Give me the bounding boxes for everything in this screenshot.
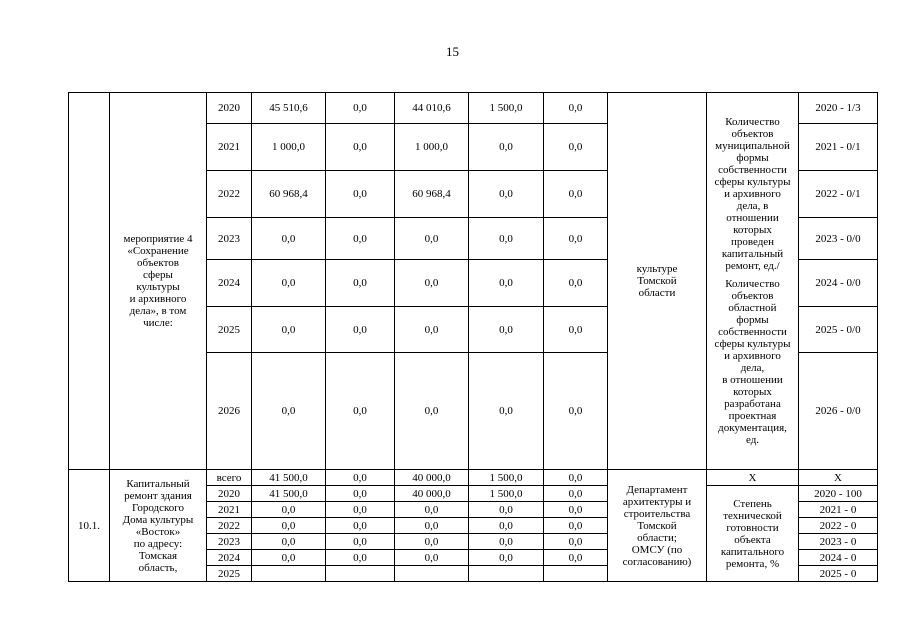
value-cell: 0,0 bbox=[326, 518, 395, 534]
year-cell: 2021 bbox=[207, 124, 252, 171]
value-cell: 0,0 bbox=[544, 93, 608, 124]
year-cell: 2025 bbox=[207, 566, 252, 582]
program-table bbox=[68, 92, 878, 582]
value-cell bbox=[544, 566, 608, 582]
indicator-value-cell: 2021 - 0 bbox=[799, 502, 878, 518]
year-cell: 2023 bbox=[207, 534, 252, 550]
indicator-value-cell: Х bbox=[799, 470, 878, 486]
value-cell: 0,0 bbox=[326, 353, 395, 470]
total-cell: 0,0 bbox=[252, 353, 326, 470]
total-cell: 0,0 bbox=[252, 534, 326, 550]
value-cell: 0,0 bbox=[544, 218, 608, 260]
value-cell: 0,0 bbox=[395, 353, 469, 470]
year-cell: 2024 bbox=[207, 550, 252, 566]
indicator-name-cell: Количество объектов муниципальной формы собственности сферы культуры и архивного дела, в отношении которых проведен капитальный ремонт, ед./ Количество объектов областной формы собственности сферы культуры и архивного дела, в отношении которых разработана проектная документация, ед. bbox=[707, 93, 799, 470]
year-cell: всего bbox=[207, 470, 252, 486]
indicator-value-cell: 2020 - 1/3 bbox=[799, 93, 878, 124]
indicator-value-cell: 2022 - 0 bbox=[799, 518, 878, 534]
value-cell: 1 500,0 bbox=[469, 93, 544, 124]
value-cell: 60 968,4 bbox=[395, 171, 469, 218]
year-cell: 2020 bbox=[207, 486, 252, 502]
value-cell: 0,0 bbox=[469, 534, 544, 550]
table-row bbox=[69, 470, 878, 486]
indicator-value-cell: 2020 - 100 bbox=[799, 486, 878, 502]
value-cell: 0,0 bbox=[326, 550, 395, 566]
value-cell: 0,0 bbox=[395, 218, 469, 260]
indicator-name-cell: Степень технической готовности объекта капитального ремонта, % bbox=[707, 486, 799, 582]
total-cell: 41 500,0 bbox=[252, 486, 326, 502]
value-cell: 0,0 bbox=[469, 307, 544, 353]
value-cell: 40 000,0 bbox=[395, 486, 469, 502]
value-cell: 0,0 bbox=[326, 307, 395, 353]
value-cell: 0,0 bbox=[395, 518, 469, 534]
total-cell: 0,0 bbox=[252, 218, 326, 260]
activity-name-cell: мероприятие 4 «Сохранение объектов сферы культуры и архивного дела», в том числе: bbox=[110, 93, 207, 470]
value-cell: 0,0 bbox=[544, 550, 608, 566]
value-cell: 0,0 bbox=[544, 534, 608, 550]
year-cell: 2023 bbox=[207, 218, 252, 260]
value-cell: 0,0 bbox=[469, 502, 544, 518]
value-cell: 40 000,0 bbox=[395, 470, 469, 486]
value-cell: 0,0 bbox=[544, 502, 608, 518]
total-cell bbox=[252, 566, 326, 582]
year-cell: 2022 bbox=[207, 518, 252, 534]
indicator-value-cell: 2023 - 0 bbox=[799, 534, 878, 550]
value-cell: 0,0 bbox=[544, 124, 608, 171]
value-cell bbox=[326, 566, 395, 582]
value-cell: 0,0 bbox=[395, 307, 469, 353]
value-cell: 0,0 bbox=[469, 550, 544, 566]
row-number-cell: 10.1. bbox=[69, 470, 110, 582]
indicator-value-cell: 2025 - 0/0 bbox=[799, 307, 878, 353]
value-cell: 0,0 bbox=[544, 486, 608, 502]
total-cell: 45 510,6 bbox=[252, 93, 326, 124]
value-cell: 0,0 bbox=[326, 218, 395, 260]
value-cell: 0,0 bbox=[326, 502, 395, 518]
value-cell: 1 500,0 bbox=[469, 470, 544, 486]
value-cell: 0,0 bbox=[395, 502, 469, 518]
indicator-value-cell: 2025 - 0 bbox=[799, 566, 878, 582]
total-cell: 0,0 bbox=[252, 260, 326, 307]
year-cell: 2026 bbox=[207, 353, 252, 470]
year-cell: 2021 bbox=[207, 502, 252, 518]
value-cell: 44 010,6 bbox=[395, 93, 469, 124]
year-cell: 2022 bbox=[207, 171, 252, 218]
activity-name-cell: Капитальный ремонт здания Городского Дома культуры «Восток» по адресу: Томская область, bbox=[110, 470, 207, 582]
value-cell: 0,0 bbox=[544, 470, 608, 486]
total-cell: 0,0 bbox=[252, 518, 326, 534]
total-cell: 0,0 bbox=[252, 550, 326, 566]
total-cell: 60 968,4 bbox=[252, 171, 326, 218]
value-cell: 0,0 bbox=[326, 124, 395, 171]
indicator-value-cell: 2023 - 0/0 bbox=[799, 218, 878, 260]
value-cell: 0,0 bbox=[469, 518, 544, 534]
year-cell: 2024 bbox=[207, 260, 252, 307]
total-cell: 41 500,0 bbox=[252, 470, 326, 486]
indicator-name-cell: Х bbox=[707, 470, 799, 486]
indicator-value-cell: 2026 - 0/0 bbox=[799, 353, 878, 470]
value-cell: 0,0 bbox=[544, 260, 608, 307]
total-cell: 1 000,0 bbox=[252, 124, 326, 171]
value-cell bbox=[395, 566, 469, 582]
total-cell: 0,0 bbox=[252, 307, 326, 353]
value-cell: 0,0 bbox=[326, 93, 395, 124]
value-cell: 0,0 bbox=[326, 486, 395, 502]
value-cell: 0,0 bbox=[544, 518, 608, 534]
total-cell: 0,0 bbox=[252, 502, 326, 518]
value-cell: 0,0 bbox=[395, 550, 469, 566]
indicator-value-cell: 2022 - 0/1 bbox=[799, 171, 878, 218]
value-cell: 0,0 bbox=[469, 171, 544, 218]
value-cell: 0,0 bbox=[326, 171, 395, 218]
year-cell: 2025 bbox=[207, 307, 252, 353]
year-cell: 2020 bbox=[207, 93, 252, 124]
page-number: 15 bbox=[446, 44, 459, 59]
indicator-value-cell: 2021 - 0/1 bbox=[799, 124, 878, 171]
value-cell: 0,0 bbox=[326, 470, 395, 486]
indicator-value-cell: 2024 - 0 bbox=[799, 550, 878, 566]
executor-cell: культуре Томской области bbox=[608, 93, 707, 470]
value-cell: 0,0 bbox=[469, 260, 544, 307]
value-cell: 0,0 bbox=[395, 260, 469, 307]
value-cell: 0,0 bbox=[469, 124, 544, 171]
executor-cell: Департамент архитектуры и строительства Томской области; ОМСУ (по согласованию) bbox=[608, 470, 707, 582]
value-cell: 0,0 bbox=[544, 171, 608, 218]
value-cell: 0,0 bbox=[395, 534, 469, 550]
value-cell: 0,0 bbox=[469, 353, 544, 470]
value-cell: 0,0 bbox=[544, 353, 608, 470]
value-cell: 0,0 bbox=[326, 260, 395, 307]
indicator-value-cell: 2024 - 0/0 bbox=[799, 260, 878, 307]
value-cell bbox=[469, 566, 544, 582]
value-cell: 1 000,0 bbox=[395, 124, 469, 171]
value-cell: 0,0 bbox=[544, 307, 608, 353]
value-cell: 0,0 bbox=[469, 218, 544, 260]
value-cell: 0,0 bbox=[326, 534, 395, 550]
table-row bbox=[69, 93, 878, 124]
row-number-cell bbox=[69, 93, 110, 470]
value-cell: 1 500,0 bbox=[469, 486, 544, 502]
